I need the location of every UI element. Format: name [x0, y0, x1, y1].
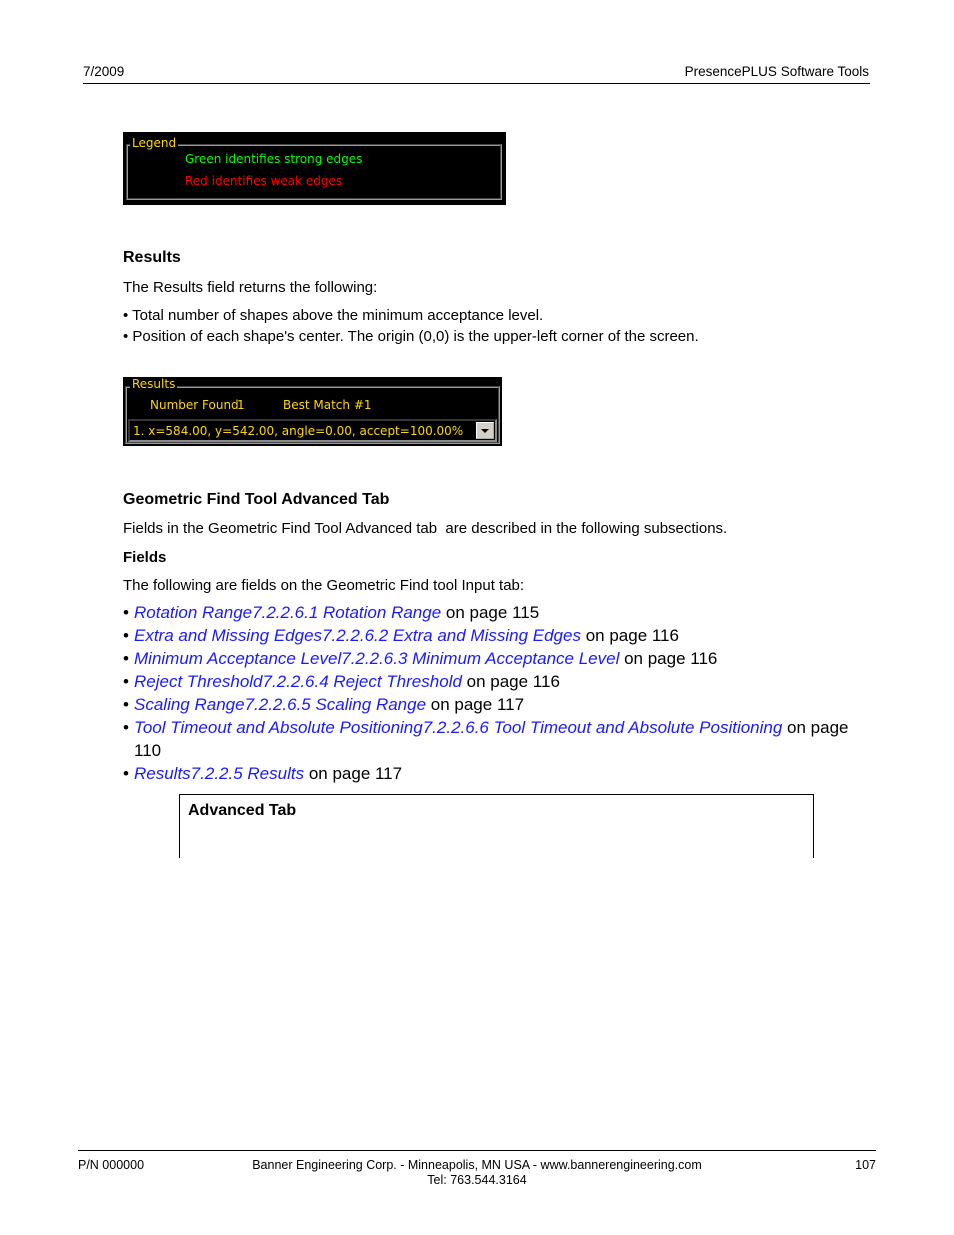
footer-rule — [78, 1150, 876, 1151]
results-bullet-2: • Position of each shape's center. The origin (0,0) is the upper-left corner of the screen. — [123, 328, 699, 345]
footer-part-number: P/N 000000 — [78, 1158, 145, 1172]
link-extra-missing-edges[interactable]: Extra and Missing Edges7.2.2.6.2 Extra and Missing Edges — [134, 626, 581, 645]
advanced-heading: Geometric Find Tool Advanced Tab — [123, 491, 390, 508]
number-found-value: 1 — [237, 398, 245, 412]
list-item — [123, 670, 863, 693]
fields-intro: The following are fields on the Geometric Find tool Input tab: — [123, 577, 525, 594]
link-tool-timeout[interactable]: Tool Timeout and Absolute Positioning7.2.2.6.6 Tool Timeout and Absolute Positioning — [134, 718, 783, 737]
fields-link-list — [123, 601, 863, 785]
list-item — [123, 762, 863, 785]
legend-title: Legend — [132, 136, 177, 150]
footer-page-number: 107 — [855, 1158, 876, 1172]
list-item — [123, 601, 863, 624]
results-panel — [123, 377, 502, 446]
advanced-tab-table — [179, 794, 814, 858]
footer-tel: Tel: 763.544.3164 — [427, 1173, 527, 1187]
link-reject-threshold[interactable]: Reject Threshold7.2.2.6.4 Reject Threshold — [134, 672, 462, 691]
list-item — [123, 624, 863, 647]
best-match-label: Best Match #1 — [283, 398, 372, 412]
results-bullet-2-text: Position of each shape's center. The origin (0,0) is the upper-left corner of the screen. — [132, 328, 699, 345]
header-date: 7/2009 — [83, 64, 125, 79]
legend-weak-edges: Red identifies weak edges — [185, 174, 343, 188]
link-suffix: on page 116 — [619, 649, 718, 668]
results-intro: The Results field returns the following: — [123, 279, 378, 296]
advanced-tab-table-header: Advanced Tab — [188, 802, 297, 819]
list-item — [123, 716, 863, 762]
header-rule — [83, 83, 870, 84]
advanced-intro: Fields in the Geometric Find Tool Advanced tab are described in the following subsections. — [123, 520, 728, 537]
link-suffix: on page 110 — [134, 718, 849, 760]
legend-strong-edges: Green identifies strong edges — [185, 152, 363, 166]
fields-heading: Fields — [123, 549, 167, 566]
link-suffix: on page 116 — [461, 672, 560, 691]
link-suffix: on page 117 — [304, 764, 403, 783]
chevron-down-icon[interactable] — [476, 422, 494, 439]
list-item — [123, 647, 863, 670]
best-match-dropdown[interactable] — [128, 419, 497, 442]
list-item — [123, 693, 863, 716]
results-bullet-1: • Total number of shapes above the minimum acceptance level. — [123, 307, 544, 324]
link-results[interactable]: Results7.2.2.5 Results — [134, 764, 305, 783]
link-minimum-acceptance-level[interactable]: Minimum Acceptance Level7.2.2.6.3 Minimum Acceptance Level — [134, 649, 620, 668]
results-bullet-1-text: Total number of shapes above the minimum acceptance level. — [132, 307, 544, 324]
legend-panel — [123, 132, 506, 205]
link-scaling-range[interactable]: Scaling Range7.2.2.6.5 Scaling Range — [134, 695, 427, 714]
best-match-dropdown-value: 1. x=584.00, y=542.00, angle=0.00, accept=100.00% — [133, 424, 464, 438]
link-suffix: on page 115 — [441, 603, 540, 622]
header-title: PresencePLUS Software Tools — [684, 64, 869, 79]
link-suffix: on page 117 — [426, 695, 525, 714]
link-rotation-range[interactable]: Rotation Range7.2.2.6.1 Rotation Range — [134, 603, 442, 622]
footer-company: Banner Engineering Corp. - Minneapolis, MN USA - www.bannerengineering.com — [252, 1158, 702, 1172]
results-heading: Results — [123, 249, 181, 266]
link-suffix: on page 116 — [580, 626, 679, 645]
results-panel-title: Results — [132, 377, 176, 391]
number-found-label: Number Found — [150, 398, 239, 412]
